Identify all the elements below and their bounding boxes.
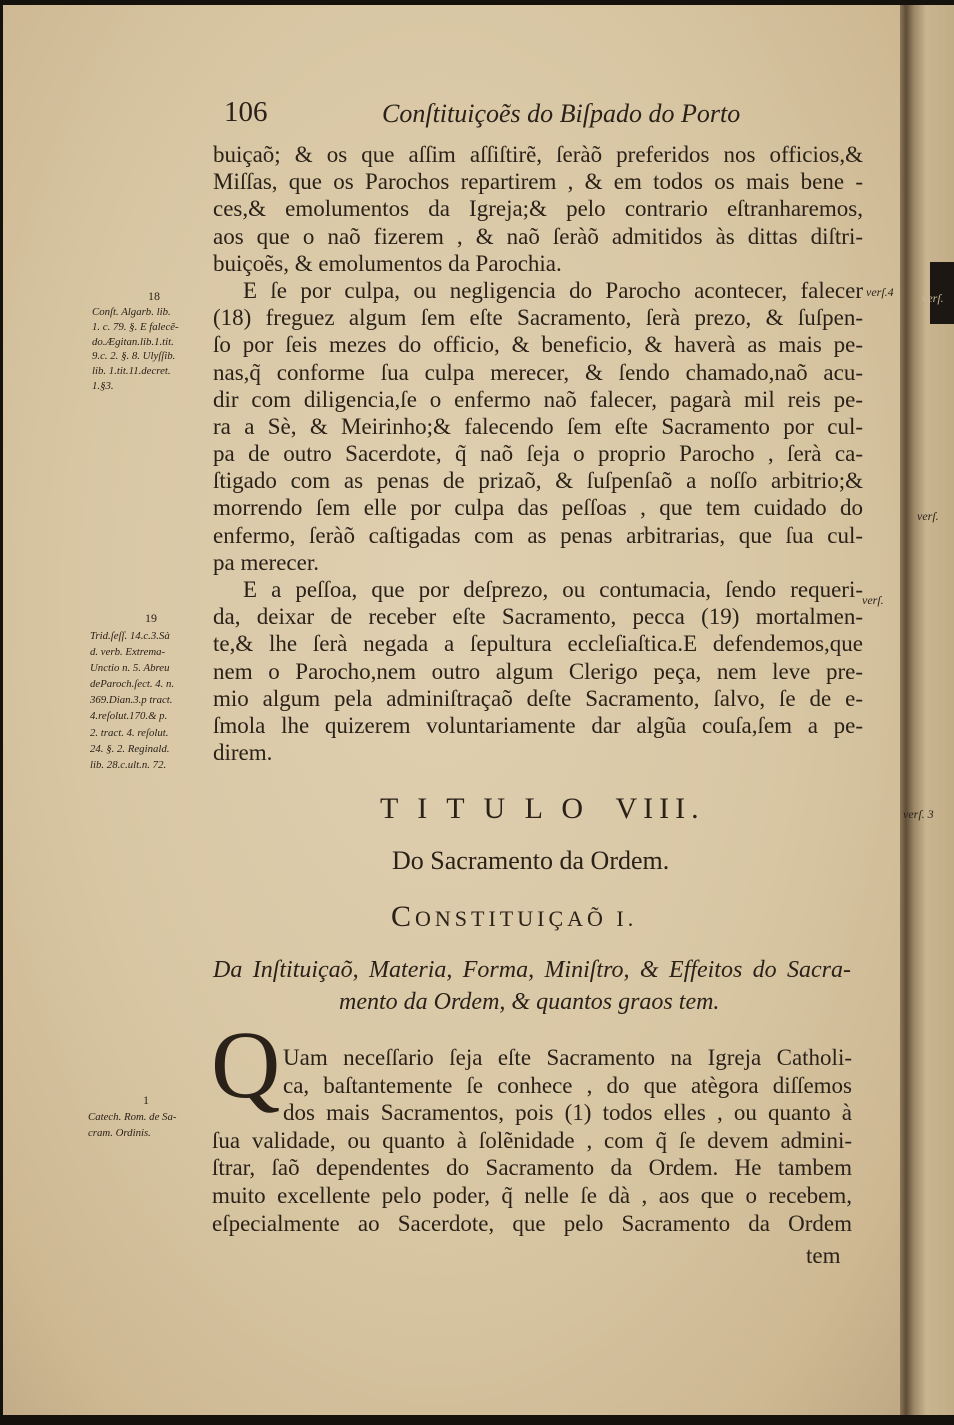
text-line: dir com diligencia,ſe o enfermo naõ falecer, pagarà mil reis pe- xyxy=(213,386,863,412)
text-line: Uam neceſſario ſeja eſte Sacramento na Igreja Catholi- xyxy=(283,1045,852,1070)
text-line: dos mais Sacramentos, pois (1) todos elles , ou quanto à xyxy=(283,1100,852,1126)
text-line: morrendo ſem elle por culpa das peſſoas , que tem cuidado do xyxy=(213,495,863,521)
margin-note-line: Trid.ſeſſ. 14.c.3.Sà xyxy=(90,630,170,642)
page-number: 106 xyxy=(224,96,268,128)
chapter-subject: Do Sacramento da Ordem. xyxy=(392,846,670,875)
margin-note-line: 1.§3. xyxy=(92,379,114,392)
edge-mark: verſ.4 xyxy=(866,285,894,299)
text-line: ſtigado com as penas de prizaõ, & ſuſpenſaõ a noſſo arbitrio;& xyxy=(213,468,863,494)
text-line: enfermo, ſeràõ caſtigadas com as penas arbitrarias, que ſua cul- xyxy=(213,522,863,548)
edge-mark: verſ. xyxy=(922,291,944,305)
margin-note-line: 1. c. 79. §. E falecẽ- xyxy=(92,320,179,333)
text-line: direm. xyxy=(213,740,273,766)
margin-note xyxy=(90,628,174,773)
margin-note-number: 19 xyxy=(145,611,157,625)
summary-line: Da Inſtituiçaõ, Materia, Forma, Miniſtro, & Effeitos do Sacra- xyxy=(213,957,851,983)
text-line: ces,& emolumentos da Igreja;& pelo contrario eſtranharemos, xyxy=(213,196,863,222)
paragraph-block xyxy=(212,1044,852,1237)
margin-note-number: 1 xyxy=(143,1093,149,1107)
text-line: pa de outro Sacerdote, q̃ naõ ſeja o proprio Parocho , ſerà ca- xyxy=(213,441,863,467)
text-line: ſtrar, ſaõ dependentes do Sacramento da Ordem. He tambem xyxy=(212,1155,852,1181)
margin-note-line: do.Ægitan.lib.1.tit. xyxy=(92,335,174,348)
text-line: nem o Parocho,nem outro algum Clerigo peça, nem leve pre- xyxy=(213,658,863,684)
text-line: da, deixar de receber eſte Sacramento, pecca (19) mortalmen- xyxy=(213,604,863,630)
margin-note-line: 4.reſolut.170.& p. xyxy=(90,710,168,723)
text-line: ſo por ſeis mezes do officio, & beneficio, & haverà as mais pe- xyxy=(213,332,863,358)
margin-note-line: deParoch.ſect. 4. n. xyxy=(90,678,175,691)
page-gutter xyxy=(900,5,954,1415)
edge-mark: verſ. xyxy=(862,593,884,607)
margin-note-line: 24. §. 2. Reginald. xyxy=(90,742,170,755)
text-line: eſpecialmente ao Sacerdote, que pelo Sacramento da Ordem xyxy=(212,1210,852,1236)
margin-note-number: 18 xyxy=(148,289,160,303)
summary-line: mento da Ordem, & quantos graos tem. xyxy=(339,989,720,1015)
chapter-heading: T I T U L O VIII. xyxy=(380,792,705,825)
margin-note xyxy=(92,305,179,394)
text-line: E ſe por culpa, ou negligencia do Parocho acontecer, falecer xyxy=(243,277,863,303)
margin-note-line: d. verb. Extrema- xyxy=(90,646,166,659)
catchword: tem xyxy=(806,1243,841,1268)
text-line: muito excellente pelo poder, q̃ nelle ſe dà , aos que o recebem, xyxy=(212,1182,852,1208)
edge-mark: verſ. 3 xyxy=(903,807,934,821)
margin-note-line: cram. Ordinis. xyxy=(88,1127,151,1139)
text-line: ſua validade, ou quanto à ſolẽnidade , com q̃ ſe devem admini- xyxy=(212,1127,852,1153)
drop-cap: Q xyxy=(211,1011,281,1118)
text-line: te,& lhe ſerà negada a ſepultura eccleſiaſtica.E defendemos,que xyxy=(213,631,863,657)
text-line: buiçoẽs, & emolumentos da Parochia. xyxy=(213,250,562,276)
text-line: pa merecer. xyxy=(213,549,319,575)
margin-note-line: Catech. Rom. de Sa- xyxy=(88,1111,177,1123)
text-line: ſmola lhe quizerem voluntariamente dar algũa couſa,ſem a pe- xyxy=(213,712,863,738)
text-line: ca, baſtantemente ſe conhece , do que atègora diſſemos xyxy=(283,1072,852,1098)
text-line: E a peſſoa, que por deſprezo, ou contumacia, ſendo requeri- xyxy=(243,577,863,602)
text-line: buiçaõ; & os que aſſim aſſiſtirẽ, ſeràõ preferidos nos officios,& xyxy=(213,142,863,167)
text-line: mio algum pela adminiſtraçaõ deſte Sacramento, ſalvo, ſe de e- xyxy=(213,685,863,711)
margin-note-line: lib. 1.tit.11.decret. xyxy=(92,365,171,378)
margin-note-line: Unctio n. 5. Abreu xyxy=(90,662,170,675)
text-line: (18) freguez algum ſem eſte Sacramento, ſerà prezo, & ſuſpen- xyxy=(213,305,863,331)
margin-note-line: 9.c. 2. §. 8. Ulyſſib. xyxy=(92,350,176,363)
margin-note xyxy=(88,1109,176,1141)
text-line: Miſſas, que os Parochos repartirem , & em todos os mais bene - xyxy=(213,169,863,195)
main-text-block xyxy=(213,141,863,766)
margin-note-line: 369.Dian.3.p tract. xyxy=(90,694,173,707)
text-line: aos que o naõ fizerem , & naõ ſeràõ admitidos às dittas diſtri- xyxy=(213,223,863,249)
edge-mark: verſ. xyxy=(917,509,939,523)
margin-note-line: lib. 28.c.ult.n. 72. xyxy=(90,758,167,771)
margin-note-line: Conſt. Algarb. lib. xyxy=(92,306,171,318)
constitution-heading: CONSTITUIÇAÕ I. xyxy=(391,900,638,933)
text-line: nas,q̃ conforme ſua culpa merecer, & ſendo chamado,naõ acu- xyxy=(213,359,863,385)
text-line: ra a Sè, & Meirinho;& falecendo ſem eſte Sacramento por cul- xyxy=(213,413,863,439)
margin-note-line: 2. tract. 4. reſolut. xyxy=(90,726,169,739)
running-title: Conſtituiçoẽs do Biſpado do Porto xyxy=(382,99,741,128)
